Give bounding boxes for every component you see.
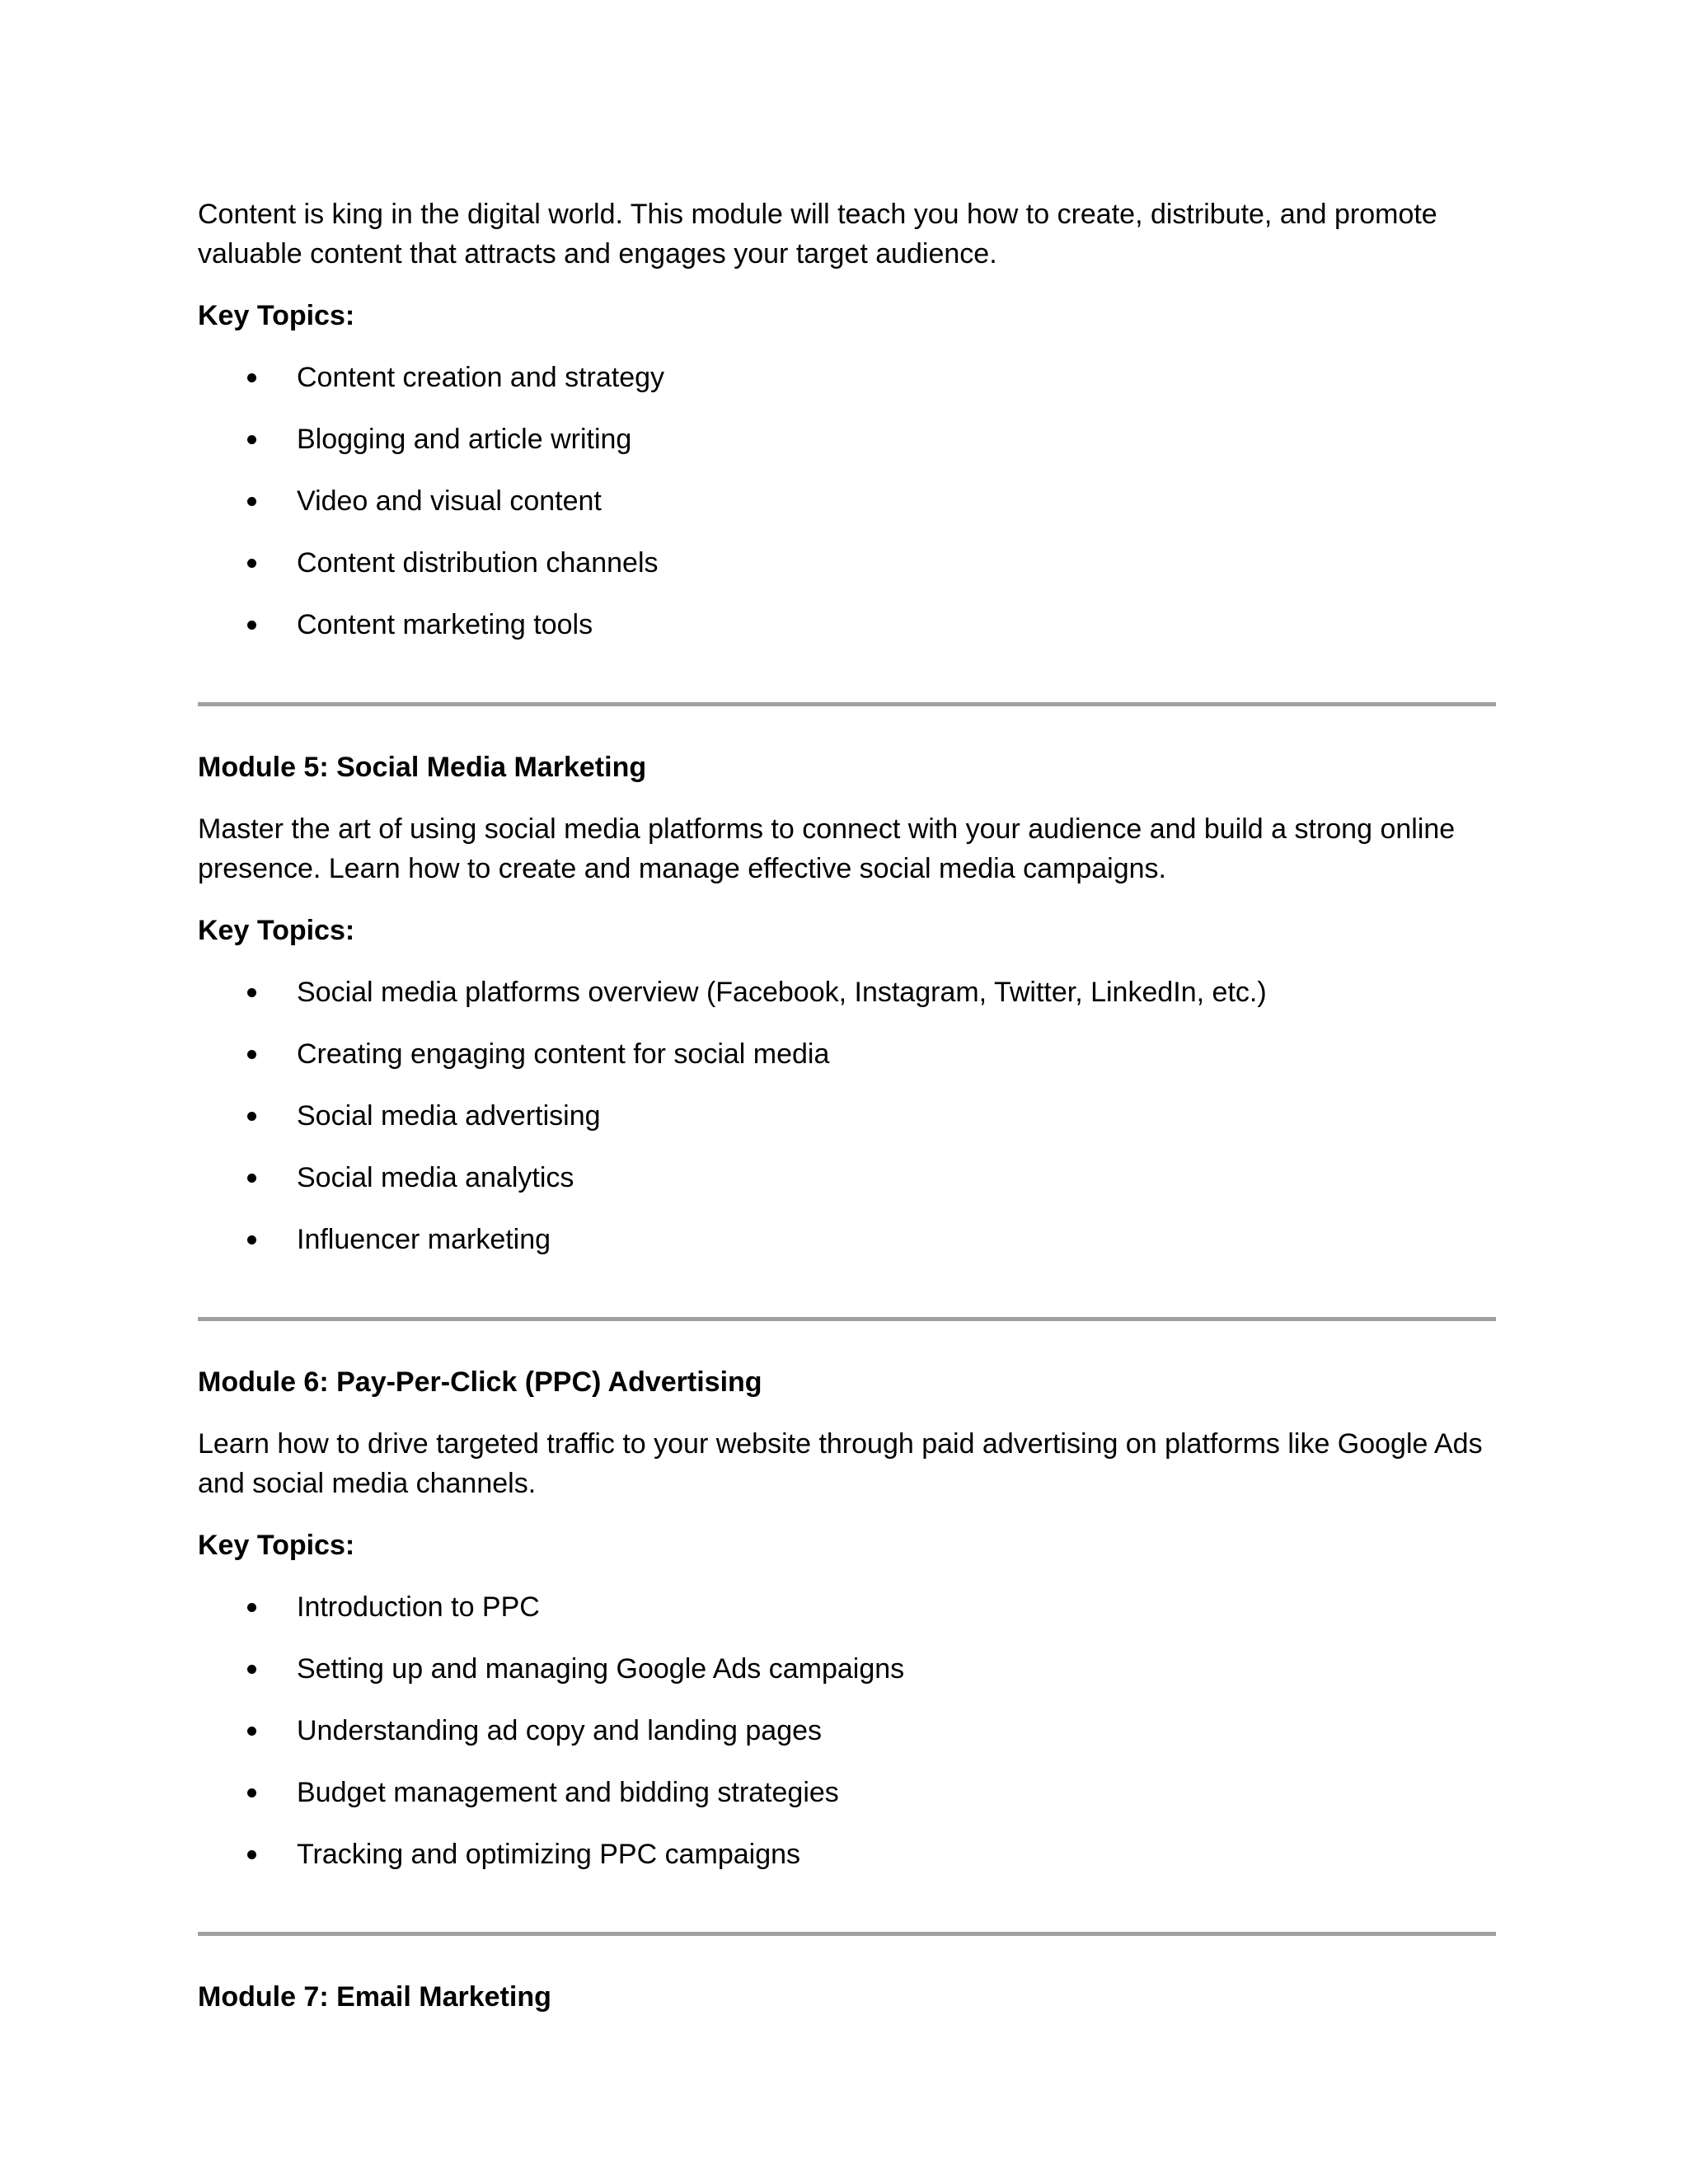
bullet-icon [247,988,256,997]
bullet-icon [247,1235,256,1244]
bullet-icon [247,1850,256,1859]
list-item [198,481,1496,521]
list-item [198,1773,1496,1812]
bullet-icon [247,559,256,568]
section-divider [198,702,1496,706]
intro-paragraph: Content is king in the digital world. This module will teach you how to create, distribute, and promote valuable content that attracts and engages your target audience. [198,199,1437,269]
list-item-text: Social media analytics [297,1162,574,1193]
list-item [198,605,1496,644]
module-5-topic-list [198,972,1496,1259]
key-topics-label: Key Topics: [198,300,355,331]
list-item-text: Social media advertising [297,1100,601,1132]
list-item-text: Content creation and strategy [297,362,665,393]
section-divider [198,1932,1496,1936]
list-item [198,419,1496,459]
list-item [198,1587,1496,1627]
list-item-text: Influencer marketing [297,1224,551,1255]
list-item [198,1220,1496,1259]
bullet-icon [247,1727,256,1736]
intro-topic-list [198,358,1496,644]
bullet-icon [247,1788,256,1797]
list-item-text: Budget management and bidding strategies [297,1777,839,1808]
document-page [198,194,1496,2039]
list-item-text: Understanding ad copy and landing pages [297,1715,823,1746]
list-item [198,1649,1496,1689]
key-topics-label: Key Topics: [198,915,355,946]
module-5-heading: Module 5: Social Media Marketing [198,752,647,783]
bullet-icon [247,621,256,630]
list-item-text: Social media platforms overview (Facebook, Instagram, Twitter, LinkedIn, etc.) [297,977,1267,1008]
module-6-paragraph: Learn how to drive targeted traffic to your website through paid advertising on platforms like Google Ads and social media channels. [198,1428,1483,1499]
list-item [198,543,1496,583]
bullet-icon [247,1603,256,1612]
list-item [198,972,1496,1012]
list-item [198,1835,1496,1874]
bullet-icon [247,435,256,444]
list-item-text: Content distribution channels [297,547,659,579]
bullet-icon [247,373,256,382]
list-item-text: Video and visual content [297,485,602,517]
list-item-text: Content marketing tools [297,609,593,640]
module-7-heading: Module 7: Email Marketing [198,1981,551,2013]
list-item-text: Tracking and optimizing PPC campaigns [297,1839,801,1870]
list-item [198,1096,1496,1136]
list-item-text: Setting up and managing Google Ads campaigns [297,1653,905,1685]
list-item [198,1711,1496,1750]
bullet-icon [247,497,256,506]
section-divider [198,1317,1496,1321]
module-6-topic-list [198,1587,1496,1874]
list-item [198,1158,1496,1197]
key-topics-label: Key Topics: [198,1530,355,1561]
list-item [198,1034,1496,1074]
bullet-icon [247,1665,256,1674]
bullet-icon [247,1050,256,1059]
list-item-text: Creating engaging content for social media [297,1038,830,1070]
list-item-text: Blogging and article writing [297,424,632,455]
bullet-icon [247,1174,256,1183]
list-item-text: Introduction to PPC [297,1591,540,1623]
module-5-paragraph: Master the art of using social media platforms to connect with your audience and build a strong online presence. Learn how to create and manage effective social media campaigns. [198,813,1456,884]
module-6-heading: Module 6: Pay-Per-Click (PPC) Advertising [198,1366,762,1398]
list-item [198,358,1496,397]
bullet-icon [247,1112,256,1121]
